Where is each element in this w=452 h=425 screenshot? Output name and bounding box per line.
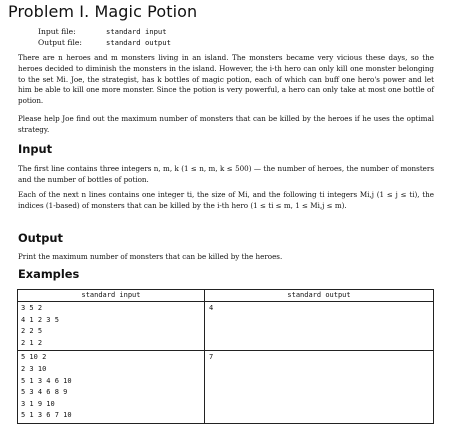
input-paragraph-1: The first line contains three integers n, m, k (1 ≤ n, m, k ≤ 500) — the number of heroes, the number of monsters and the number of bottles of potion. [18,164,434,184]
example-output-cell [205,351,434,424]
statement-paragraph-1: There are n heroes and m monsters living in an island. The monsters became very vicious these days, so the heroes decided to diminish the monsters in the island. However, the i-th hero can only kill one monster belonging to the set Mi. Joe, the strategist, has k bottles of magic potion, each of which can buff one hero's power and let him be able to kill one more monster. Since the potion is very powerful, a hero can only take at most one bottle of potion. [18,53,434,106]
output-file-label: Output file: [38,38,82,47]
problem-title: Problem I. Magic Potion [8,2,198,21]
example-output-cell [205,302,434,351]
examples-table [17,289,434,424]
examples-header-row [18,290,434,302]
column-header-output: standard output [205,290,434,302]
example-input-cell [18,351,205,424]
input-heading: Input [18,142,53,156]
output-file-value: standard output [106,38,171,47]
example-row [18,351,434,424]
example-output-text: 4 [209,304,214,312]
example-input-cell [18,302,205,351]
example-row [18,302,434,351]
output-paragraph: Print the maximum number of monsters that can be killed by the heroes. [18,252,283,261]
input-file-label: Input file: [38,27,76,36]
examples-heading: Examples [18,267,80,281]
example-input-text: 5 10 2 2 3 10 5 1 3 4 6 10 5 3 4 6 8 9 3 1 9 10 5 1 3 6 7 10 [21,353,72,420]
io-spec [38,26,171,48]
example-input-text: 3 5 2 4 1 2 3 5 2 2 5 2 1 2 [21,304,59,347]
output-heading: Output [18,231,63,245]
input-file-value: standard input [106,27,167,36]
column-header-input: standard input [18,290,205,302]
statement-paragraph-2: Please help Joe find out the maximum number of monsters that can be killed by the heroes if he uses the optimal strategy. [18,114,434,134]
example-output-text: 7 [209,353,214,362]
input-paragraph-2: Each of the next n lines contains one integer ti, the size of Mi, and the following ti integers Mi,j (1 ≤ j ≤ ti), the indices (1-based) of monsters that can be killed by the i-th hero (1 ≤ ti ≤ m, 1 ≤ Mi,j ≤ m). [18,190,434,210]
